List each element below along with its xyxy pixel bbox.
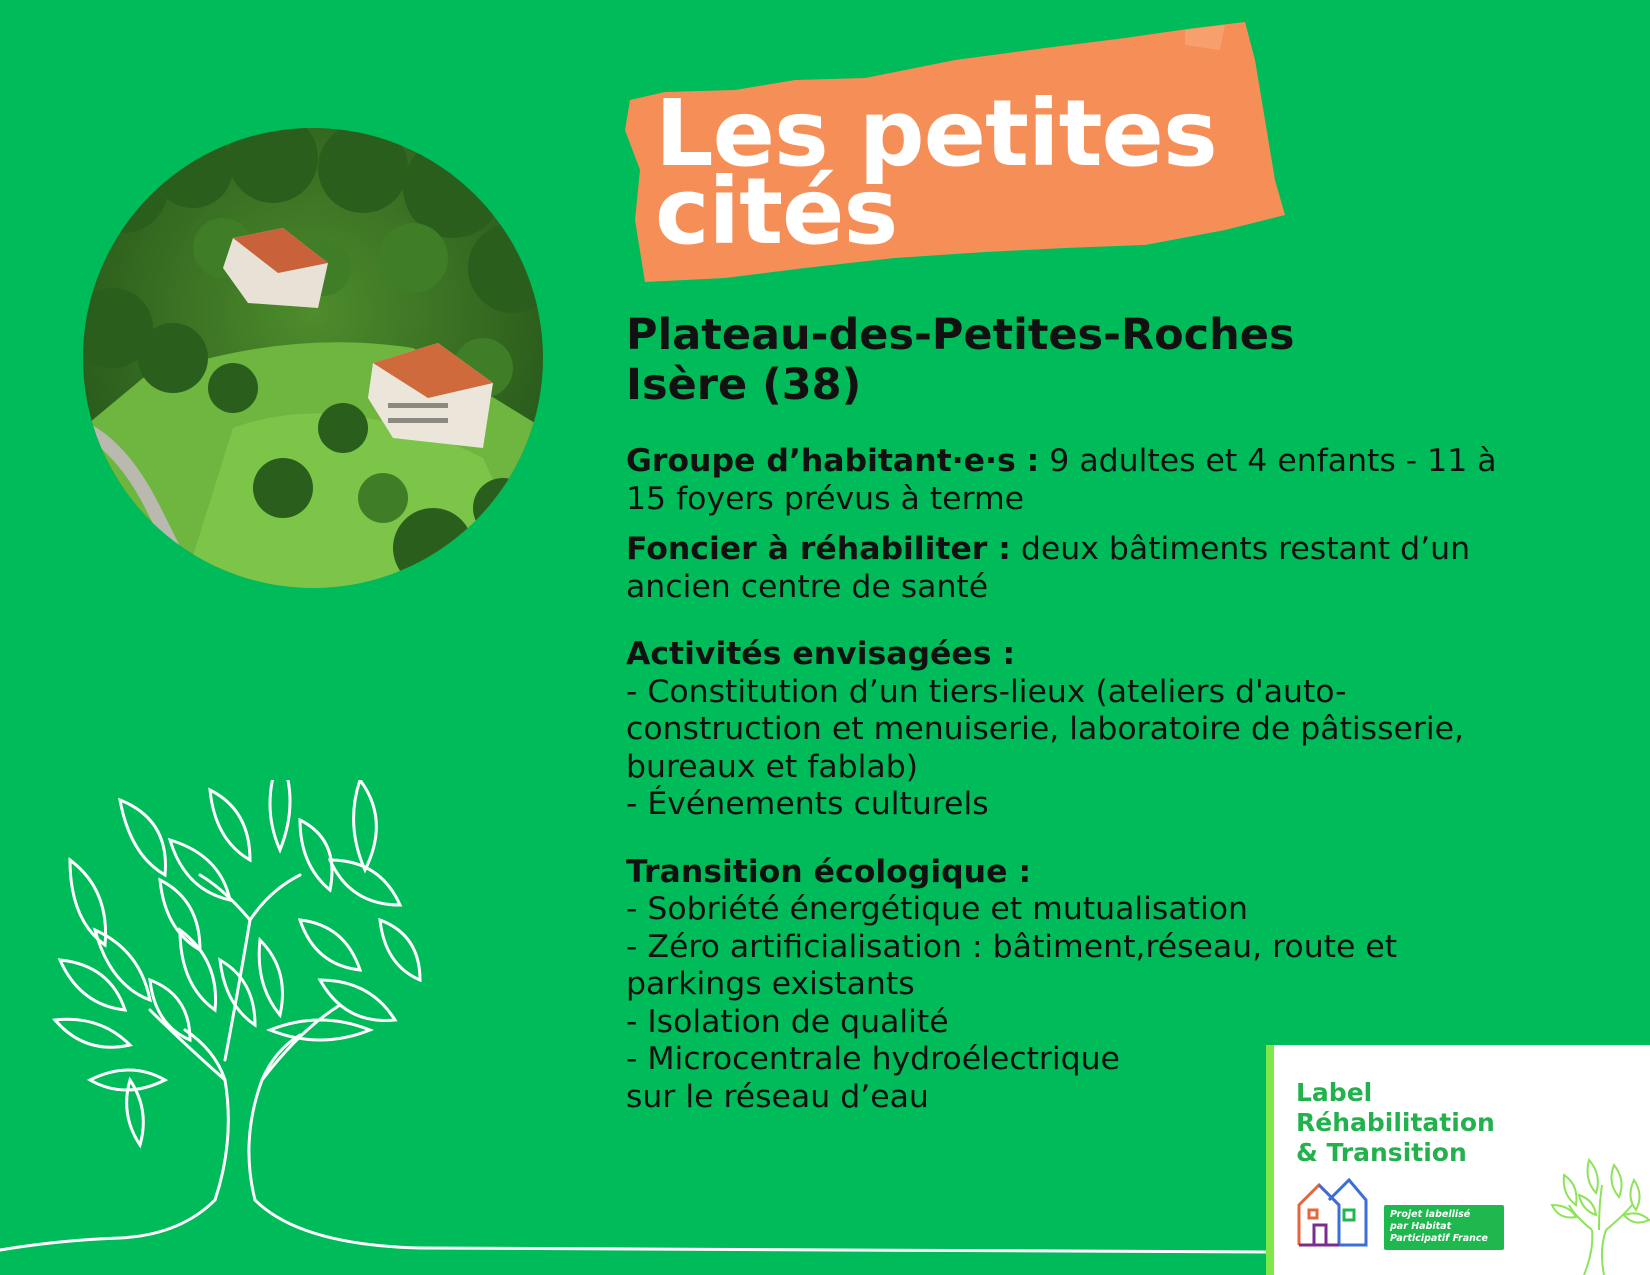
land-info [626,531,1526,606]
group-text: 9 adultes et 4 enfants - 11 à 15 foyers prévus à terme [626,443,1497,517]
label-line-3: & Transition [1296,1138,1467,1167]
label-line-1: Label [1296,1078,1373,1107]
label-badge-box [1266,1045,1650,1275]
badge-line-2: par Habitat [1390,1221,1452,1232]
badge-line-1: Projet labellisé [1390,1209,1471,1220]
activities-item-2: - Événements culturels [626,786,989,822]
house-logo-icon [1294,1175,1369,1250]
transition-heading: Transition écologique : [626,853,1032,890]
transition-item-2: - Zéro artificialisation : bâtiment,réseau, route et parkings existants [626,928,1398,1002]
transition-item-5: sur le réseau d’eau [626,1078,929,1115]
land-label: Foncier à réhabiliter : [626,531,1011,567]
land-text: deux bâtiments restant d’un ancien centre de santé [626,531,1471,605]
group-info [626,443,1526,518]
labelled-project-badge [1384,1205,1504,1250]
tree-line-art-icon [0,780,1270,1275]
activities-heading: Activités envisagées : [626,636,1016,672]
label-line-2: Réhabilitation [1296,1108,1495,1137]
badge-line-3: Participatif France [1390,1233,1488,1244]
location-place: Plateau-des-Petites-Roches [626,310,1295,360]
page-title [655,80,1217,265]
activities-item-1: - Constitution d’un tiers-lieux (ateliers d'auto-construction et menuiserie, laboratoire de pâtisserie, bureaux et fablab) [626,673,1464,785]
group-label: Groupe d’habitant·e·s : [626,443,1040,479]
transition-item-3: - Isolation de qualité [626,1003,949,1040]
photo-buildings-in-forest [83,128,543,588]
location-department: Isère (38) [626,360,862,410]
transition-item-4: - Microcentrale hydroélectrique [626,1041,1120,1077]
mini-tree-icon [1544,1155,1650,1275]
location-heading [626,310,1295,410]
transition-item-1: - Sobriété énergétique et mutualisation [626,891,1248,927]
title-line-2: cités [655,158,898,265]
label-title [1296,1078,1495,1168]
title-line-1: Les petites [655,80,1217,187]
